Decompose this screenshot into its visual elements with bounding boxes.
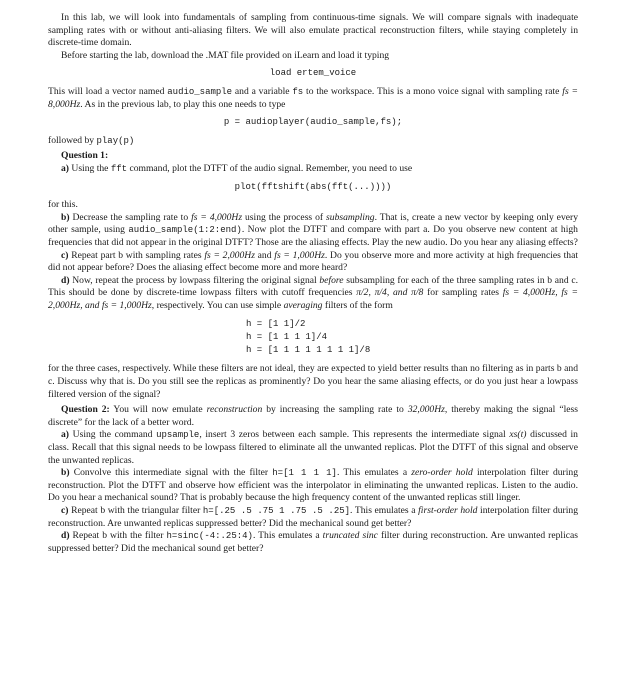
filters-discussion: for the three cases, respectively. While these filters are not ideal, they are expected to yield better results than no filtering as in parts b and c. Discuss why that is. Do you still see the replicas as prominently? Do you hear the same aliasing effects, or do you just hear a lowpass filtered version of the signal?	[48, 363, 578, 400]
question-2-part-b: b) Convolve this intermediate signal with the filter h=[1 1 1 1]. This emulates a zero-order hold interpolation filter during reconstruction. Plot the DTFT and observe how efficient was the interpolator in eliminating the unwanted replicas. Listen to the audio. Do you hear a mechanical sound? That is probably because the high frequency content of the unwanted replicas still linger.	[48, 467, 578, 504]
code-plot-fft: plot(fftshift(abs(fft(...))))	[234, 181, 392, 192]
filter-line: h = [1 1 1 1 1 1 1 1]/8	[246, 345, 371, 356]
code-play: play(p)	[96, 135, 135, 146]
code-audio-sample: audio_sample	[167, 86, 233, 97]
math-fs-8000: fs = 8,000Hz	[48, 85, 578, 110]
question-1-part-c: c) Repeat part b with sampling rates fs = 2,000Hz and fs = 1,000Hz. Do you observe more and more activity at high frequencies that did not appear before? Does the aliasing effect become more and more heard?	[48, 249, 579, 274]
question-2-part-c: c) Repeat b with the triangular filter h=[.25 .5 .75 1 .75 .5 .25]. This emulates a first-order hold interpolation filter during reconstruction. Are unwanted replicas suppressed better? Did the mechanical sound get better?	[48, 505, 578, 529]
load-description: This will load a vector named audio_sample and a variable fs to the workspace. This is a mono voice signal with sampling rate fs = 8,000Hz. As in the previous lab, to play this one needs to type	[48, 85, 578, 110]
document-page	[48, 12, 578, 555]
code-fs: fs	[292, 86, 304, 97]
question-1-part-b: b) Decrease the sampling rate to fs = 4,000Hz using the process of subsampling. That is, create a new vector by keeping only every other sample, using audio_sample(1:2:end). Now plot the DTFT and compare with part a. Do you observe new content at high frequencies that did not appear in the original DTFT? Those are the aliasing effects. Play the new audio. Do you hear any aliasing effects?	[48, 211, 578, 248]
intro-paragraph: In this lab, we will look into fundamentals of sampling from continuous-time signals. We will compare signals with inadequate sampling rates with or without anti-aliasing filters. We will also emulate practical reconstruction filters, while staying completely in discrete-time domain.	[48, 12, 578, 49]
question-1-part-a: a) Using the fft command, plot the DTFT of the audio signal. Remember, you need to use	[61, 162, 413, 174]
code-load-command: load ertem_voice	[269, 68, 357, 79]
question-2-intro: Question 2: You will now emulate reconstruction by increasing the sampling rate to 32,000Hz, thereby making the signal “less discrete” for the lack of a better word.	[48, 404, 578, 428]
averaging-filters	[246, 318, 578, 357]
question-1-heading: Question 1:	[61, 150, 109, 162]
for-this-text: for this.	[48, 199, 78, 211]
question-2-part-a: a) Using the command upsample, insert 3 zeros between each sample. This represents the intermediate signal xs(t) discussed in class. Recall that this signal needs to be lowpass filtered to eliminate all the unwanted replicas. Plot the DTFT of this signal and observe the unwanted replicas.	[48, 429, 578, 466]
play-instruction: followed by play(p)	[48, 134, 135, 146]
question-1-part-d: d) Now, repeat the process by lowpass filtering the original signal before subsampling for each of the three sampling rates in b and c. This should be done by discrete-time lowpass filters with cutoff frequencies π/2, π/4, and π/8 for sampling rates fs = 4,000Hz, fs = 2,000Hz, and fs = 1,000Hz, respectively. You can use simple averaging filters of the form	[48, 274, 578, 311]
download-instruction: Before starting the lab, download the .MAT file provided on iLearn and load it typing	[61, 49, 390, 61]
question-2-part-d: d) Repeat b with the filter h=sinc(-4:.25:4). This emulates a truncated sinc filter during reconstruction. Are unwanted replicas suppressed better? Did the mechanical sound get better?	[48, 530, 578, 554]
code-audioplayer: p = audioplayer(audio_sample,fs);	[223, 117, 403, 128]
filter-line: h = [1 1]/2	[246, 319, 306, 330]
filter-line: h = [1 1 1 1]/4	[246, 332, 328, 343]
